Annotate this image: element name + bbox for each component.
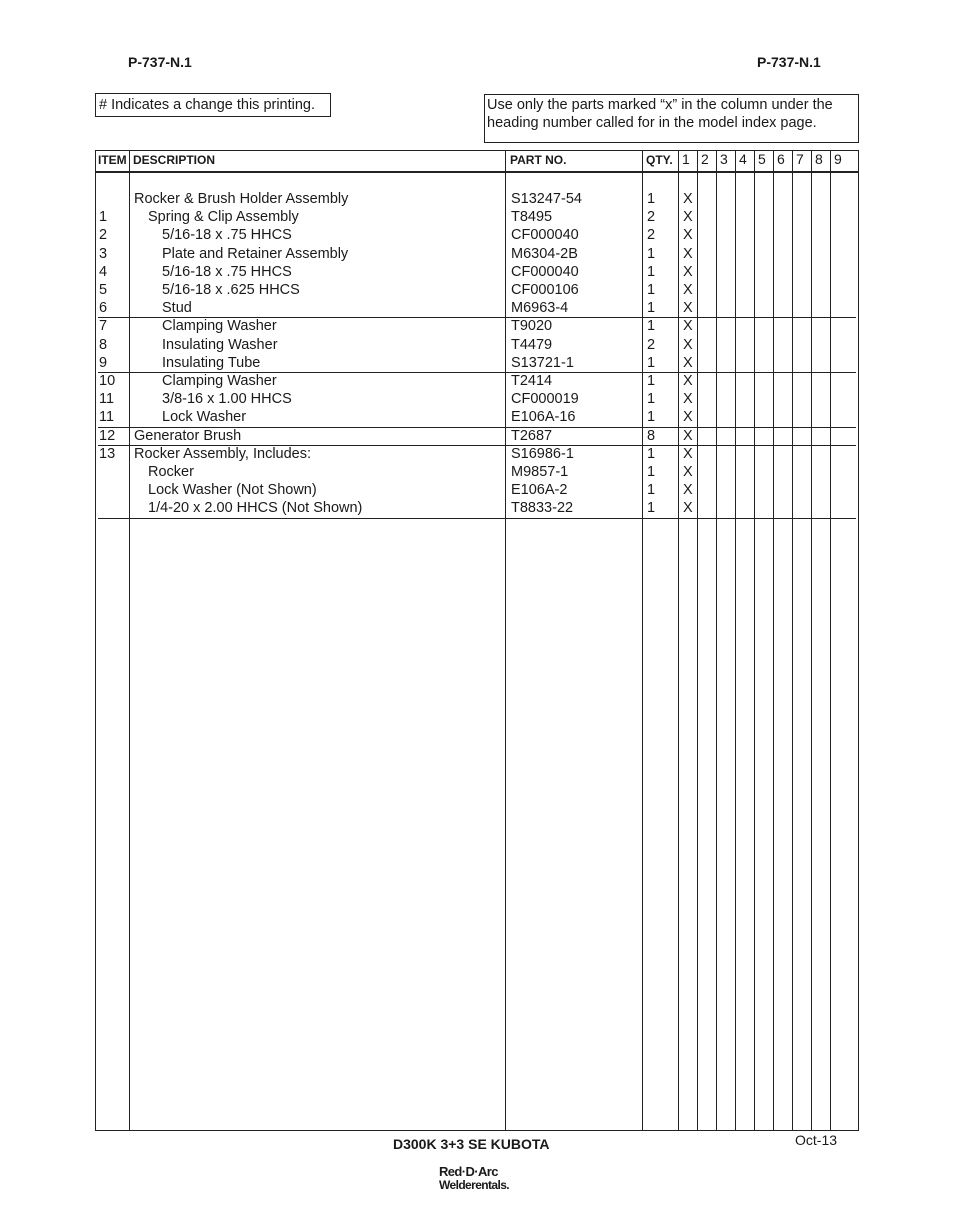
part-number-cell: S16986-1 (511, 445, 574, 462)
qty-cell: 2 (647, 209, 656, 226)
qty-cell: 1 (647, 282, 656, 298)
description-cell: Insulating Washer (162, 336, 278, 353)
table-row (96, 208, 860, 226)
description-cell: 5/16-18 x .75 HHCS (162, 227, 292, 244)
description-cell: Rocker (148, 464, 194, 480)
usage-note (484, 94, 859, 143)
parts-table (95, 150, 859, 1131)
table-row (96, 299, 860, 317)
description-cell: Rocker & Brush Holder Assembly (134, 191, 349, 207)
part-number-cell: T8495 (511, 209, 553, 226)
qty-cell: 1 (647, 500, 656, 517)
item-cell: 10 (99, 373, 116, 389)
description-cell: 5/16-18 x .625 HHCS (162, 282, 300, 298)
qty-cell: 1 (647, 482, 656, 499)
table-row (96, 427, 860, 445)
qty-column-header: QTY. (646, 153, 673, 167)
model-1-mark-cell: X (683, 191, 693, 207)
qty-cell: 1 (647, 245, 656, 262)
table-row (96, 445, 860, 463)
item-cell: 2 (99, 227, 108, 244)
description-cell: 5/16-18 x .75 HHCS (162, 263, 292, 280)
description-cell: Insulating Tube (162, 354, 261, 371)
model-column-header-3: 3 (720, 151, 728, 167)
usage-note-line1: Use only the parts marked “x” in the column under the (487, 97, 833, 113)
qty-cell: 2 (647, 227, 656, 244)
model-1-mark-cell: X (683, 445, 693, 462)
qty-cell: 1 (647, 354, 656, 371)
part-number-cell: E106A-2 (511, 482, 568, 499)
part-number-cell: CF000106 (511, 282, 579, 298)
qty-cell: 1 (647, 464, 656, 480)
qty-cell: 2 (647, 336, 656, 353)
description-cell: Plate and Retainer Assembly (162, 245, 349, 262)
description-cell: Clamping Washer (162, 318, 277, 335)
footer-model-name: D300K 3+3 SE KUBOTA (393, 1136, 550, 1152)
description-cell: Rocker Assembly, Includes: (134, 445, 312, 462)
model-column-header-4: 4 (739, 151, 747, 167)
model-column-header-2: 2 (701, 151, 709, 167)
part-number-cell: S13247-54 (511, 191, 582, 207)
part-number-cell: M6304-2B (511, 245, 578, 262)
part-number-cell: S13721-1 (511, 354, 574, 371)
table-row (96, 263, 860, 281)
model-1-mark-cell: X (683, 300, 693, 317)
table-row (96, 372, 860, 390)
change-note: # Indicates a change this printing. (95, 93, 331, 117)
description-column-header: DESCRIPTION (133, 153, 216, 167)
table-row (96, 281, 860, 299)
table-row (96, 463, 860, 481)
item-cell: 11 (99, 391, 115, 408)
item-column-header: ITEM (98, 153, 127, 167)
brand-logo (438, 1163, 518, 1193)
brand-logo-line1: Red·D·Arc (439, 1164, 498, 1179)
description-cell: Lock Washer (162, 409, 247, 426)
item-cell: 12 (99, 427, 116, 444)
table-row (96, 245, 860, 263)
description-cell: 1/4-20 x 2.00 HHCS (Not Shown) (148, 500, 363, 517)
model-1-mark-cell: X (683, 227, 693, 244)
model-1-mark-cell: X (683, 482, 693, 499)
qty-cell: 1 (647, 263, 656, 280)
model-column-header-7: 7 (796, 151, 804, 167)
description-cell: Spring & Clip Assembly (148, 209, 299, 226)
description-cell: Generator Brush (134, 427, 242, 444)
qty-cell: 1 (647, 391, 656, 408)
row-separator (98, 372, 856, 373)
qty-cell: 1 (647, 191, 656, 207)
header-rule (96, 171, 858, 173)
part-number-cell: CF000040 (511, 263, 579, 280)
part-number-cell: CF000040 (511, 227, 579, 244)
table-row (96, 390, 860, 408)
model-1-mark-cell: X (683, 245, 693, 262)
table-row (96, 317, 860, 335)
part-no-column-header: PART NO. (510, 153, 567, 167)
item-cell: 5 (99, 282, 108, 298)
part-number-cell: T9020 (511, 318, 553, 335)
qty-cell: 1 (647, 373, 656, 389)
model-1-mark-cell: X (683, 336, 693, 353)
qty-cell: 1 (647, 445, 656, 462)
model-column-header-1: 1 (682, 151, 690, 167)
part-number-cell: E106A-16 (511, 409, 576, 426)
brand-logo-line2: Welderentals. (439, 1178, 510, 1192)
item-cell: 13 (99, 445, 116, 462)
table-row (96, 190, 860, 208)
model-1-mark-cell: X (683, 427, 693, 444)
model-column-header-9: 9 (834, 151, 842, 167)
part-number-cell: M6963-4 (511, 300, 569, 317)
item-cell: 9 (99, 354, 108, 371)
doc-number-left: P-737-N.1 (128, 54, 192, 70)
footer-date: Oct-13 (795, 1132, 838, 1148)
description-cell: Lock Washer (Not Shown) (148, 482, 317, 499)
model-1-mark-cell: X (683, 391, 693, 408)
description-cell: 3/8-16 x 1.00 HHCS (162, 391, 292, 408)
part-number-cell: T4479 (511, 336, 553, 353)
part-number-cell: M9857-1 (511, 464, 569, 480)
model-column-header-6: 6 (777, 151, 785, 167)
model-1-mark-cell: X (683, 318, 693, 335)
usage-note-line2: heading number called for in the model index page. (487, 115, 817, 131)
item-cell: 1 (99, 209, 108, 226)
row-separator (98, 518, 856, 519)
part-number-cell: T2687 (511, 427, 553, 444)
description-cell: Stud (162, 300, 192, 317)
doc-number-right: P-737-N.1 (757, 54, 821, 70)
row-separator (98, 317, 856, 318)
item-cell: 11 (99, 409, 115, 426)
table-row (96, 336, 860, 354)
table-row (96, 499, 860, 517)
model-1-mark-cell: X (683, 409, 693, 426)
part-number-cell: T2414 (511, 373, 553, 389)
table-row (96, 226, 860, 244)
part-number-cell: T8833-22 (511, 500, 574, 517)
model-1-mark-cell: X (683, 373, 693, 389)
qty-cell: 1 (647, 318, 656, 335)
model-1-mark-cell: X (683, 500, 693, 517)
table-row (96, 481, 860, 499)
item-cell: 8 (99, 336, 108, 353)
model-1-mark-cell: X (683, 464, 693, 480)
row-separator (98, 427, 856, 428)
model-1-mark-cell: X (683, 354, 693, 371)
qty-cell: 1 (647, 409, 656, 426)
table-row (96, 408, 860, 426)
model-1-mark-cell: X (683, 282, 693, 298)
model-1-mark-cell: X (683, 263, 693, 280)
item-cell: 4 (99, 263, 108, 280)
item-cell: 3 (99, 245, 108, 262)
item-cell: 6 (99, 300, 108, 317)
row-separator (98, 445, 856, 446)
model-column-header-5: 5 (758, 151, 766, 167)
item-cell: 7 (99, 318, 108, 335)
table-row (96, 354, 860, 372)
part-number-cell: CF000019 (511, 391, 579, 408)
qty-cell: 1 (647, 300, 656, 317)
description-cell: Clamping Washer (162, 373, 277, 389)
qty-cell: 8 (647, 427, 656, 444)
model-1-mark-cell: X (683, 209, 693, 226)
model-column-header-8: 8 (815, 151, 823, 167)
